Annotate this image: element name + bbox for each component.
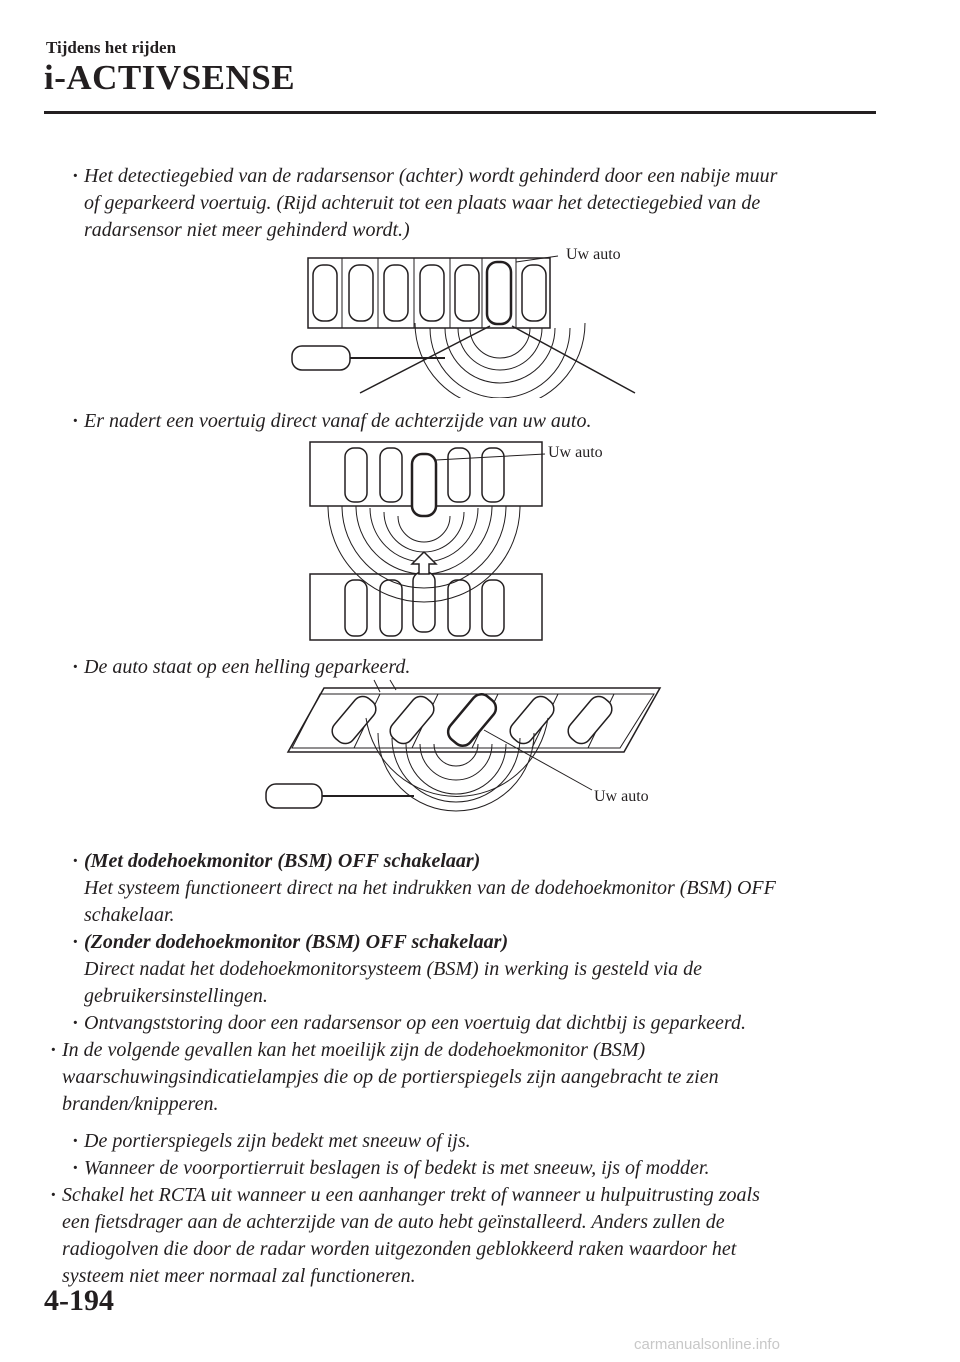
bullet-text-line: een fietsdrager aan de achterzijde van de auto hebt geïnstalleerd. Anders zullen de	[62, 1211, 725, 1233]
bullet-text-line: systeem niet meer normaal zal functioneren.	[62, 1265, 416, 1287]
bullet: ·	[72, 850, 79, 872]
bullet-heading: (Zonder dodehoekmonitor (BSM) OFF schakelaar)	[84, 931, 509, 953]
bullet-heading: (Met dodehoekmonitor (BSM) OFF schakelaar)	[84, 850, 481, 872]
bullet-text-line: Wanneer de voorportierruit beslagen is of bedekt is met sneeuw, ijs of modder.	[84, 1157, 710, 1179]
watermark: carmanualsonline.info	[634, 1336, 780, 1353]
bullet-text-line: radiogolven die door de radar worden uitgezonden geblokkeerd raken waardoor het	[62, 1238, 737, 1260]
bullet: ·	[72, 656, 79, 678]
bullet-text-line: De portierspiegels zijn bedekt met sneeuw of ijs.	[84, 1130, 471, 1152]
figure-rear-approach	[300, 440, 550, 645]
bullet: ·	[50, 1039, 57, 1061]
bullet-text-line: schakelaar.	[84, 904, 175, 926]
callout-uw-auto: Uw auto	[594, 788, 649, 805]
header-rule	[44, 111, 876, 114]
bullet-text-line: Schakel het RCTA uit wanneer u een aanhanger trekt of wanneer u hulpuitrusting zoals	[62, 1184, 760, 1206]
bullet-text-line: gebruikersinstellingen.	[84, 985, 268, 1007]
bullet-text-line: branden/knipperen.	[62, 1093, 219, 1115]
bullet: ·	[72, 1157, 79, 1179]
bullet-text-line: Er nadert een voertuig direct vanaf de achterzijde van uw auto.	[84, 410, 592, 432]
page-number: 4-194	[44, 1284, 114, 1317]
callout-uw-auto: Uw auto	[548, 444, 603, 461]
bullet: ·	[72, 165, 79, 187]
bullet-text-line: of geparkeerd voertuig. (Rijd achteruit tot een plaats waar het detectiegebied van de	[84, 192, 761, 214]
section-title: i-ACTIVSENSE	[44, 58, 296, 97]
bullet: ·	[72, 1130, 79, 1152]
bullet-text-line: Het detectiegebied van de radarsensor (achter) wordt gehinderd door een nabije muur	[84, 165, 778, 187]
bullet: ·	[50, 1184, 57, 1206]
bullet-text-line: Direct nadat het dodehoekmonitorsysteem (BSM) in werking is gesteld via de	[84, 958, 702, 980]
bullet-text-line: De auto staat op een helling geparkeerd.	[84, 656, 411, 678]
bullet: ·	[72, 410, 79, 432]
bullet: ·	[72, 1012, 79, 1034]
figure-wall-obstruction	[280, 248, 660, 398]
bullet-text-line: waarschuwingsindicatielampjes die op de portierspiegels zijn aangebracht te zien	[62, 1066, 719, 1088]
bullet-text-line: Ontvangststoring door een radarsensor op een voertuig dat dichtbij is geparkeerd.	[84, 1012, 746, 1034]
bullet-text-line: Het systeem functioneert direct na het indrukken van de dodehoekmonitor (BSM) OFF	[84, 877, 776, 899]
bullet-text-line: In de volgende gevallen kan het moeilijk zijn de dodehoekmonitor (BSM)	[62, 1039, 646, 1061]
figure-slope-parking	[262, 678, 662, 838]
callout-uw-auto: Uw auto	[566, 246, 621, 263]
section-label: Tijdens het rijden	[46, 38, 177, 57]
bullet: ·	[72, 931, 79, 953]
bullet-text-line: radarsensor niet meer gehinderd wordt.)	[84, 219, 410, 241]
